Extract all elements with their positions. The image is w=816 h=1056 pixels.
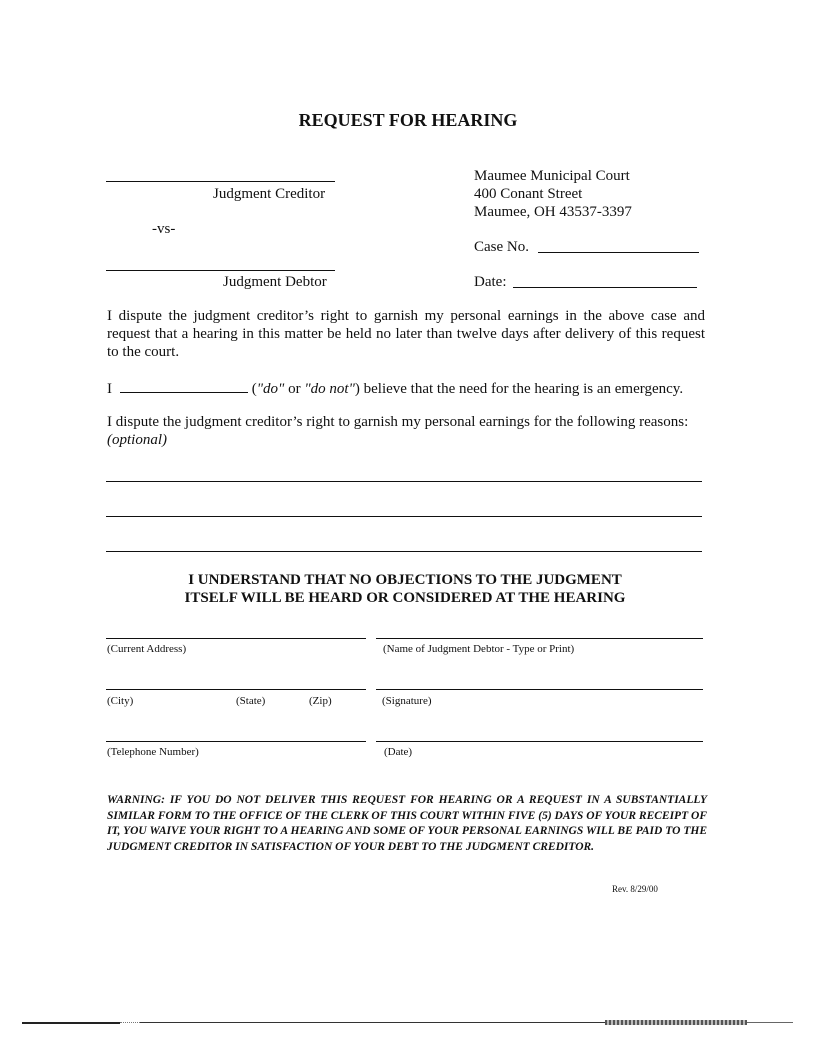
city-state-zip-line[interactable] [106, 689, 366, 690]
court-street: 400 Conant Street [474, 186, 583, 202]
emergency-blank-field[interactable] [120, 378, 248, 393]
telephone-label: (Telephone Number) [107, 746, 199, 758]
page-title: REQUEST FOR HEARING [298, 110, 518, 130]
reason-line-3[interactable] [106, 551, 702, 552]
case-no-label: Case No. [474, 239, 529, 255]
zip-label: (Zip) [309, 695, 332, 707]
signature-date-label: (Date) [384, 746, 413, 758]
current-address-label: (Current Address) [107, 643, 187, 655]
judgment-debtor-line[interactable] [106, 270, 335, 271]
city-label: (City) [107, 695, 134, 707]
emergency-donot-option: "do not" [304, 381, 355, 397]
date-field[interactable] [513, 287, 697, 288]
reason-line-1[interactable] [106, 481, 702, 482]
court-city: Maumee, OH 43537-3397 [474, 204, 632, 220]
emergency-statement [107, 378, 683, 398]
scan-edge-line-right [747, 1022, 793, 1023]
date-label: Date: [474, 274, 507, 290]
emergency-or: or [284, 381, 305, 397]
signature-date-line[interactable] [376, 741, 703, 742]
emergency-suffix: ) believe that the need for the hearing is an emergency. [354, 381, 684, 397]
debtor-name-label: (Name of Judgment Debtor - Type or Print) [383, 643, 575, 655]
case-no-field[interactable] [538, 252, 699, 253]
signature-label: (Signature) [382, 695, 432, 707]
dispute-paragraph: I dispute the judgment creditor’s right to garnish my personal earnings in the above case and request that a hearing in this matter be held no later than twelve days after delivery of this request to the court. [107, 308, 705, 360]
warning-text: WARNING: IF YOU DO NOT DELIVER THIS REQUEST FOR HEARING OR A REQUEST IN A SUBSTANTIALLY SIMILAR FORM TO THE OFFICE OF THE CLERK OF THIS COURT WITHIN FIVE (5) DAYS OF YOUR RECEIPT OF IT, YOU WAIVE YOUR RIGHT TO A HEARING AND SOME OF YOUR PERSONAL EARNINGS WILL BE PAID TO THE JUDGMENT CREDITOR IN SATISFACTION OF YOUR DEBT TO THE JUDGMENT CREDITOR. [107, 794, 707, 853]
judgment-creditor-line[interactable] [106, 181, 335, 182]
notice-line-2: ITSELF WILL BE HEARD OR CONSIDERED AT THE HEARING [184, 590, 626, 606]
debtor-name-line[interactable] [376, 638, 703, 639]
court-name: Maumee Municipal Court [474, 168, 630, 184]
scan-edge-line [140, 1022, 605, 1023]
telephone-line[interactable] [106, 741, 366, 742]
judgment-debtor-label: Judgment Debtor [223, 274, 327, 290]
scan-edge-line-left [22, 1022, 120, 1024]
current-address-line[interactable] [106, 638, 366, 639]
scan-edge-dots [120, 1022, 140, 1023]
reasons-statement: I dispute the judgment creditor’s right to garnish my personal earnings for the following reasons: [107, 414, 689, 430]
revision-label: Rev. 8/29/00 [612, 884, 658, 894]
state-label: (State) [236, 695, 266, 707]
emergency-prefix: I [107, 381, 112, 397]
notice-line-1: I UNDERSTAND THAT NO OBJECTIONS TO THE JUDGMENT [188, 572, 622, 588]
judgment-creditor-label: Judgment Creditor [213, 186, 326, 202]
signature-line[interactable] [376, 689, 703, 690]
reason-line-2[interactable] [106, 516, 702, 517]
scan-edge-noise [605, 1020, 747, 1025]
optional-note: (optional) [107, 432, 167, 448]
versus-label: -vs- [152, 221, 176, 237]
emergency-do-option: "do" [256, 381, 285, 397]
emergency-open-paren: ( [251, 381, 257, 397]
